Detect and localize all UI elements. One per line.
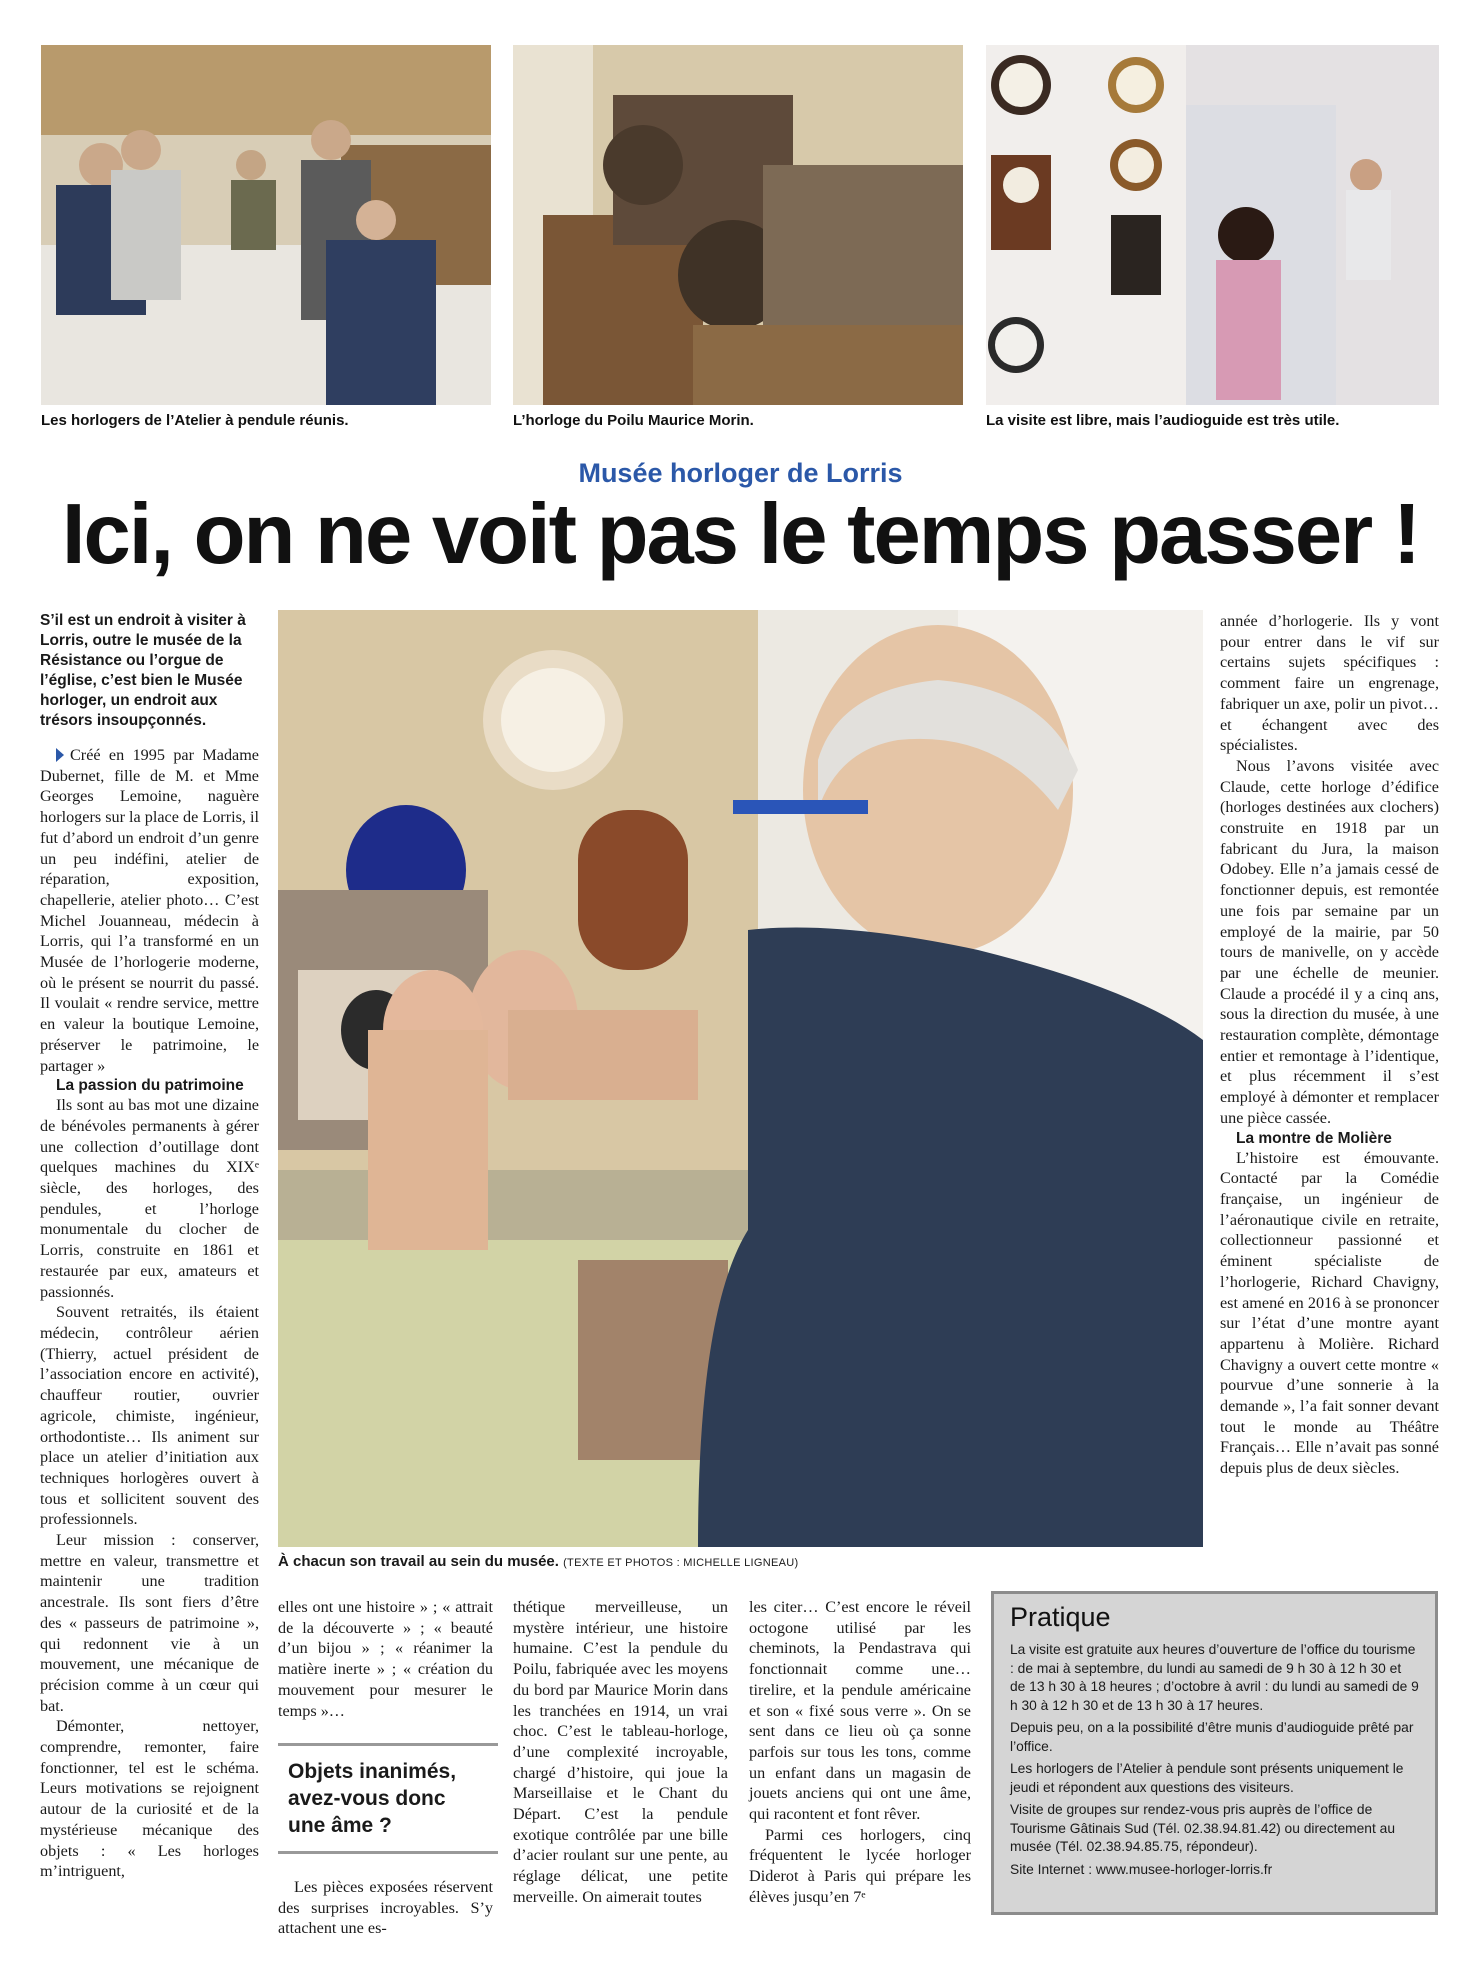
article-paragraph: Ils sont au bas mot une dizaine de bénévoles permanents à gérer une collection d’outillage dont quelques machines du XIXᵉ siècle, des horloges, des pendules, et l’horloge monumentale du clocher de Lorris, construite en 1861 et restaurée par eux, amateurs et passionnés.	[40, 1096, 259, 1301]
pratique-paragraph: Depuis peu, on a la possibilité d’être munis d’audioguide prêté par l’office.	[1010, 1720, 1414, 1754]
photo-caption: Les horlogers de l’Atelier à pendule réunis.	[41, 412, 349, 429]
article-paragraph: elles ont une histoire » ; « attrait de la découverte » ; « beauté d’un bijou » ; « réanimer la matière inerte » ; « création du mouvement pour mesurer le temps »…	[278, 1598, 493, 1720]
article-column-3	[513, 1597, 728, 1908]
headline: Ici, on ne voit pas le temps passer !	[61, 487, 1420, 582]
main-photo-caption	[278, 1553, 798, 1570]
article-column-1	[40, 611, 259, 1882]
photo-caption: L’horloge du Poilu Maurice Morin.	[513, 412, 754, 429]
pull-quote: Objets inanimés, avez-vous donc une âme ?	[278, 1743, 498, 1854]
photo-horloge-poilu	[513, 45, 963, 405]
subhead: La montre de Molière	[1236, 1129, 1392, 1147]
website-link[interactable]: Site Internet : www.musee-horloger-lorris.fr	[1010, 1861, 1273, 1877]
article-paragraph: les citer… C’est encore le réveil octogone utilisé par les cheminots, la Pendastrava qui fonctionnait comme une… tirelire, et la pendule américaine et son « fixé sous verre ». On se sent dans ce lieu où ça sonne parfois sur tous les tons, comme un enfant dans un magasin de jouets anciens qui ont une âme, qui racontent et font rêver.	[749, 1598, 971, 1824]
article-paragraph: thétique merveilleuse, un mystère intérieur, une histoire humaine. C’est la pendule du Poilu, fabriquée avec les moyens du bord par Maurice Morin dans les tranchées en 1914, un vrai choc. C’est le tableau-horloge, d’une complexité incroyable, chargé d’histoire, qui joue la Marseillaise et le Chant du Départ. C’est la pendule exotique contrôlée par une bille d’acier roulant sur une pente, au réglage délicat, une petite merveille. On aimerait toutes	[513, 1598, 728, 1906]
article-lead: S’il est un endroit à visiter à Lorris, outre le musée de la Résistance ou l’orgue de l’église, c’est bien le Musée horloger, un endroit aux trésors insoupçonnés.	[40, 612, 246, 729]
article-paragraph: Leur mission : conserver, mettre en valeur, transmettre et maintenir une tradition ancestrale. Ils sont fiers d’être des « passeurs de patrimoine », qui redonnent vie à un mouvement, une mécanique de précision comme à un cœur qui bat.	[40, 1531, 259, 1715]
kicker: Musée horloger de Lorris	[578, 458, 903, 488]
article-paragraph: Souvent retraités, ils étaient médecin, contrôleur aérien (Thierry, actuel président de l’association encore en activité), chauffeur routier, ouvrier agricole, chimiste, ingénieur, orthodontiste… Ils animent sur place un atelier d’initiation aux techniques horlogères ouvert à tous et sollicitent souvent des professionnels.	[40, 1303, 259, 1529]
caption-text: À chacun son travail au sein du musée.	[278, 1553, 559, 1570]
photo-atelier-horlogers	[41, 45, 491, 405]
article-paragraph: Les pièces exposées réservent des surprises incroyables. S’y attachent une es-	[278, 1878, 493, 1938]
article-paragraph: Démonter, nettoyer, comprendre, remonter, faire fonctionner, tel est le schéma. Leurs motivations se rejoignent autour de la curiosité et de la mystérieuse mécanique des objets : « Les horloges m’intriguent,	[40, 1717, 259, 1881]
pratique-paragraph: Visite de groupes sur rendez-vous pris auprès de l’office de Tourisme Gâtinais Sud (Tél. 02.38.94.81.42) ou directement au musée (Tél. 02.38.94.85.75, répondeur).	[1010, 1802, 1395, 1854]
photo-caption: La visite est libre, mais l’audioguide est très utile.	[986, 412, 1340, 429]
photo-horloger-atelier	[278, 610, 1203, 1547]
photo-credit: (TEXTE ET PHOTOS : MICHELLE LIGNEAU)	[563, 1557, 799, 1569]
article-column-2-bottom	[278, 1877, 493, 1939]
article-column-right	[1220, 611, 1439, 1479]
paragraph-text: Créé en 1995 par Madame Dubernet, fille de M. et Mme Georges Lemoine, naguère horlogers sur la place de Lorris, il fut d’abord un endroit d’un genre un peu indéfini, atelier de réparation, exposition, chapellerie, atelier photo… C’est Michel Jouanneau, médecin à Lorris, qui l’a transformé en un Musée de l’horlogerie moderne, où le présent se nourrit du passé. Il voulait « rendre service, mettre en valeur la boutique Lemoine, préserver le patrimoine, le partager »	[40, 746, 259, 1075]
pratique-box	[991, 1591, 1438, 1915]
pratique-title: Pratique	[1010, 1602, 1111, 1632]
article-column-4	[749, 1597, 971, 1908]
photo-visite-musee	[986, 45, 1439, 405]
article-column-2	[278, 1597, 493, 1721]
article-paragraph: Nous l’avons visitée avec Claude, cette horloge d’édifice (horloges destinées aux clochers) construite en 1918 par un fabricant du Jura, la maison Odobey. Elle n’a jamais cessé de fonctionner depuis, est remontée une fois par semaine par un employé de la mairie, par 50 tours de manivelle, on y accède par une échelle de meunier. Claude a procédé il y a cinq ans, sous la direction du musée, à une restauration complète, démontage entier et remontage à l’identique, et plus récemment il s’est employé à démonter et remplacer une pièce cassée.	[1220, 756, 1439, 1127]
article-paragraph: L’histoire est émouvante. Contacté par la Comédie française, un ingénieur de l’aéronautique civile en retraite, collectionneur passionné et éminent spécialiste de l’horlogerie, Richard Chavigny, est amené en 2016 à se prononcer sur l’état d’une montre ayant appartenu à Molière. Richard Chavigny a ouvert cette montre « pourvue d’une sonnerie à la demande », l’a fait sonner devant tout le monde au Théâtre Français… Elle n’avait pas sonné depuis plus de deux siècles.	[1220, 1148, 1439, 1478]
paragraph-marker-icon	[56, 748, 64, 762]
article-paragraph: Parmi ces horlogers, cinq fréquentent le lycée horloger Diderot à Paris qui prépare les élèves jusqu’en 7ᵉ	[749, 1825, 971, 1906]
subhead: La passion du patrimoine	[56, 1077, 244, 1095]
pratique-paragraph: La visite est gratuite aux heures d’ouverture de l’office du tourisme : de mai à septembre, du lundi au samedi de 9 h 30 à 12 h 30 et de 13 h 30 à 18 heures ; d’octobre à avril : du lundi au samedi de 9 h 30 à 12 h 30 et de 13 h 30 à 17 heures.	[1010, 1642, 1419, 1713]
article-paragraph: année d’horlogerie. Ils y vont pour entrer dans le vif sur certains sujets spécifiques : comment faire un engrenage, fabriquer un axe, polir un pivot… et échangent avec des spécialistes.	[1220, 612, 1439, 755]
article-paragraph	[40, 745, 259, 1076]
pratique-paragraph: Les horlogers de l’Atelier à pendule sont présents uniquement le jeudi et répondent aux questions des visiteurs.	[1010, 1761, 1404, 1795]
